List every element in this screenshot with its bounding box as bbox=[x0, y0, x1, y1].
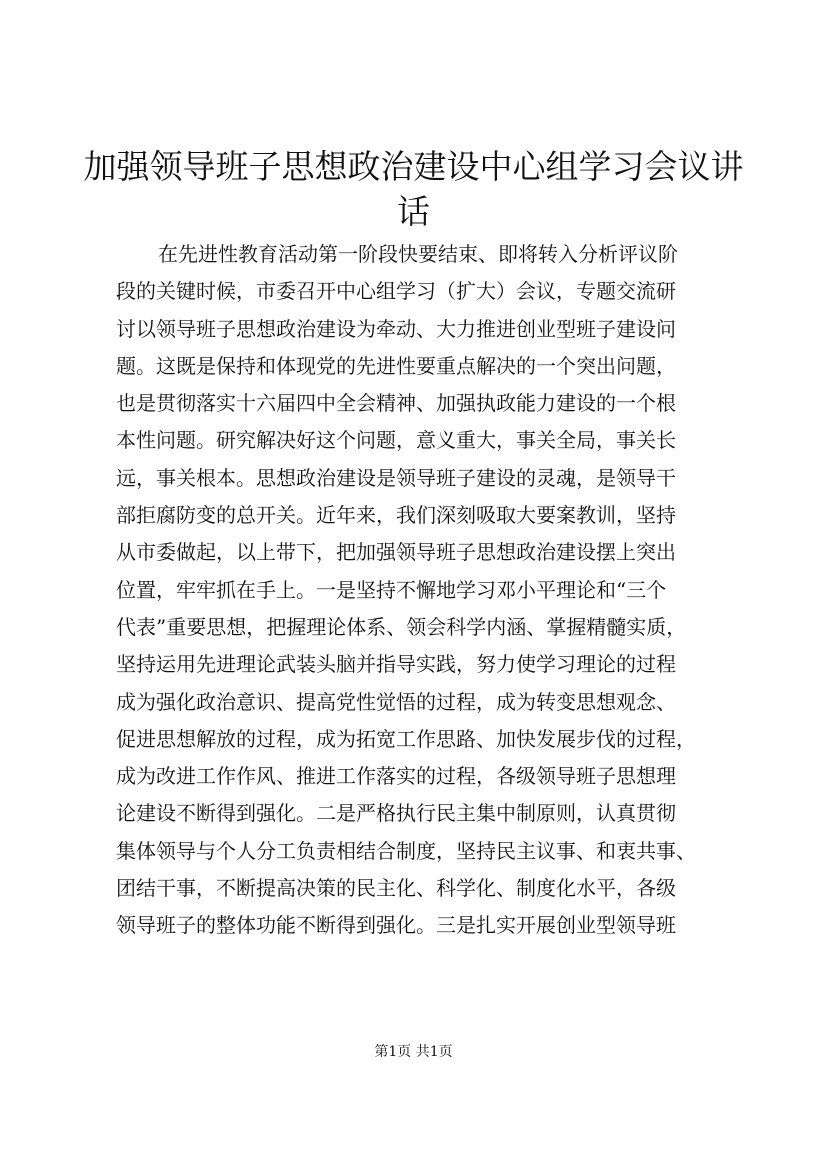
body-line: 部拒腐防变的总开关。近年来，我们深刻吸取大要案教训，坚持 bbox=[116, 503, 676, 528]
body-line: 坚持运用先进理论武装头脑并指导实践，努力使学习理论的过程 bbox=[116, 652, 676, 677]
document-body bbox=[116, 236, 739, 945]
body-line: 题。这既是保持和体现党的先进性要重点解决的一个突出问题， bbox=[116, 353, 676, 378]
body-line: 从市委做起，以上带下，把加强领导班子思想政治建设摆上突出 bbox=[116, 540, 676, 565]
body-line: 在先进性教育活动第一阶段快要结束、即将转入分析评议阶 bbox=[158, 242, 678, 266]
body-line: 促进思想解放的过程，成为拓宽工作思路、加快发展步伐的过程， bbox=[116, 726, 696, 751]
page-number-footer: 第1页 共1页 bbox=[374, 1044, 453, 1060]
body-line: 远，事关根本。思想政治建设是领导班子建设的灵魂，是领导干 bbox=[116, 465, 676, 490]
title-line: 话 bbox=[397, 192, 430, 231]
document-title bbox=[60, 144, 767, 234]
body-line: 本性问题。研究解决好这个问题，意义重大，事关全局，事关长 bbox=[116, 428, 676, 453]
body-line: 代表”重要思想，把握理论体系、领会科学内涵、掌握精髓实质， bbox=[116, 614, 687, 639]
body-line: 也是贯彻落实十六届四中全会精神、加强执政能力建设的一个根 bbox=[116, 391, 676, 416]
body-line: 领导班子的整体功能不断得到强化。三是扎实开展创业型领导班 bbox=[116, 913, 676, 938]
body-line: 位置，牢牢抓在手上。一是坚持不懈地学习邓小平理论和“三个 bbox=[116, 577, 667, 602]
body-line: 成为改进工作作风、推进工作落实的过程，各级领导班子思想理 bbox=[116, 764, 676, 789]
body-line: 讨以领导班子思想政治建设为牵动、大力推进创业型班子建设问 bbox=[116, 316, 676, 341]
body-line: 段的关键时候，市委召开中心组学习（扩大）会议，专题交流研 bbox=[116, 279, 676, 304]
title-line: 加强领导班子思想政治建设中心组学习会议讲 bbox=[83, 147, 744, 186]
body-line: 论建设不断得到强化。二是严格执行民主集中制原则，认真贯彻 bbox=[116, 801, 676, 826]
body-line: 成为强化政治意识、提高党性觉悟的过程，成为转变思想观念、 bbox=[116, 689, 676, 714]
body-line: 团结干事，不断提高决策的民主化、科学化、制度化水平，各级 bbox=[116, 876, 676, 901]
body-line: 集体领导与个人分工负责相结合制度，坚持民主议事、和衷共事、 bbox=[116, 838, 696, 863]
